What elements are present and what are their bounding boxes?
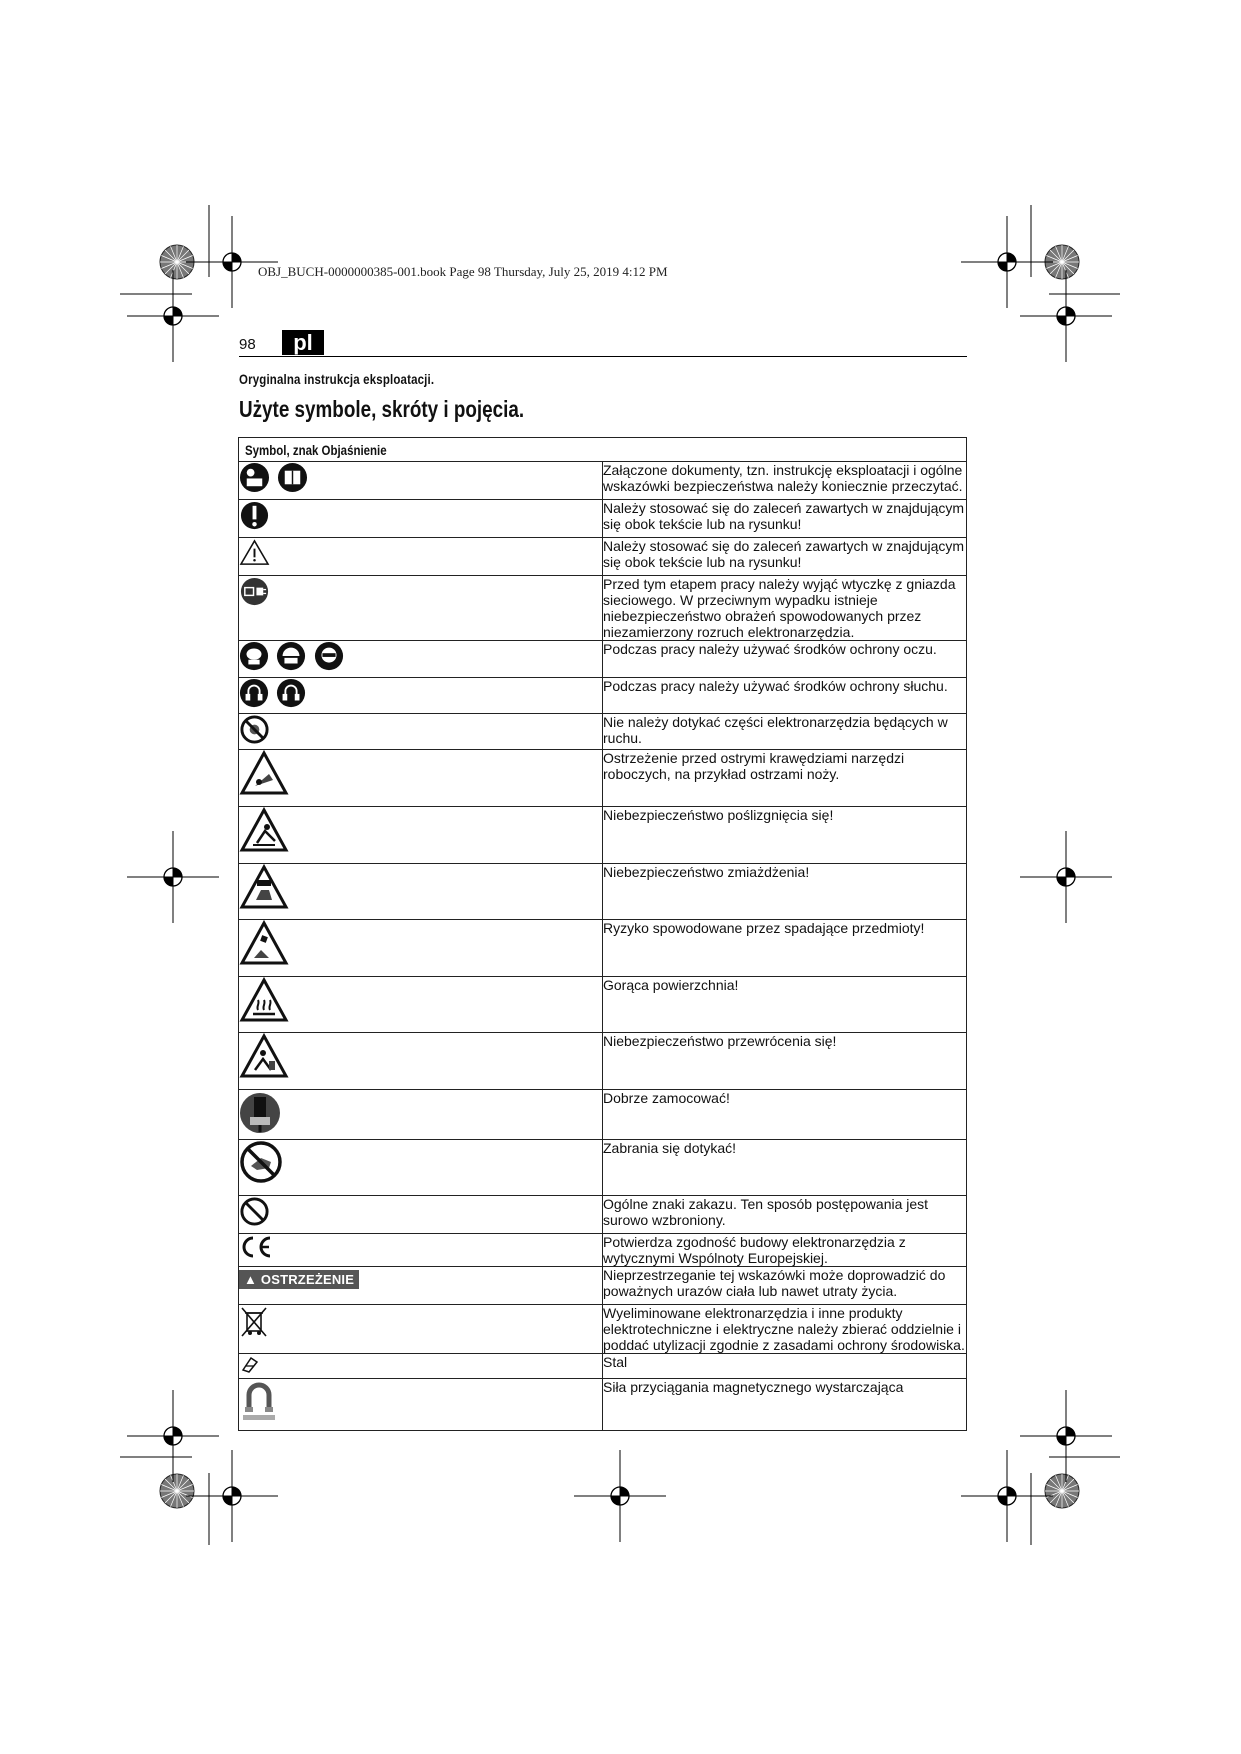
language-badge: pl	[282, 330, 324, 355]
document-subtitle: Oryginalna instrukcja eksploatacji.	[239, 371, 435, 387]
prohibition-icon	[239, 1196, 270, 1227]
hot-surface-warning-icon	[239, 977, 289, 1023]
table-row	[239, 1140, 967, 1196]
row-description: Dobrze zamocować!	[603, 1090, 967, 1140]
row-description: Załączone dokumenty, tzn. instrukcję eksploatacji i ogólne wskazówki bezpieczeństwa należy koniecznie przeczytać.	[603, 462, 967, 500]
file-header-line: OBJ_BUCH-0000000385-001.book Page 98 Thursday, July 25, 2019 4:12 PM	[258, 264, 668, 279]
goggles-icon	[314, 641, 344, 671]
table-row	[239, 678, 967, 714]
do-not-touch-icon	[239, 1140, 283, 1184]
page-title: Użyte symbole, skróty i pojęcia.	[239, 396, 525, 422]
table-header: Symbol, znak Objaśnienie	[245, 442, 387, 458]
row-description: Podczas pracy należy używać środków ochrony oczu.	[603, 641, 967, 678]
magnetic-force-icon	[239, 1379, 279, 1423]
table-row	[239, 1090, 967, 1140]
table-row	[239, 576, 967, 641]
row-description: Potwierdza zgodność budowy elektronarzędzia z wytycznymi Wspólnoty Europejskiej.	[603, 1234, 967, 1267]
warning-badge	[239, 1270, 359, 1289]
row-description: Gorąca powierzchnia!	[603, 977, 967, 1033]
row-description: Niebezpieczeństwo przewrócenia się!	[603, 1033, 967, 1090]
row-description: Ogólne znaki zakazu. Ten sposób postępowania jest surowo wzbroniony.	[603, 1196, 967, 1234]
sharp-edges-warning-icon	[239, 750, 289, 796]
slip-warning-icon	[239, 807, 289, 853]
table-row	[239, 1354, 967, 1379]
table-row	[239, 538, 967, 576]
falling-objects-warning-icon	[239, 920, 289, 966]
row-description: Ryzyko spowodowane przez spadające przedmioty!	[603, 920, 967, 977]
row-description: Nie należy dotykać części elektronarzędzia będących w ruchu.	[603, 714, 967, 750]
table-row	[239, 1196, 967, 1234]
no-touch-moving-parts-icon	[239, 714, 270, 745]
row-description: Siła przyciągania magnetycznego wystarczająca	[603, 1379, 967, 1431]
row-description: Należy stosować się do zaleceń zawartych w znajdującym się obok tekście lub na rysunku!	[603, 500, 967, 538]
table-header-row	[239, 438, 967, 462]
ear-protection-icon	[276, 678, 306, 708]
warning-triangle-icon	[239, 538, 270, 567]
row-description: Przed tym etapem pracy należy wyjąć wtyczkę z gniazda sieciowego. W przeciwnym wypadku istnieje niebezpieczeństwo obrażeń spowodowanych przez niezamierzony rozruch elektronarzędzia.	[603, 576, 967, 641]
read-manual-icon	[239, 462, 270, 493]
table-row	[239, 1267, 967, 1305]
row-description: Stal	[603, 1354, 967, 1379]
symbols-table	[238, 437, 967, 1431]
table-row	[239, 807, 967, 864]
row-description: Wyeliminowane elektronarzędzia i inne produkty elektrotechniczne i elektryczne należy zbierać oddzielnie i poddać utylizacji zgodnie z zasadami ochrony środowiska.	[603, 1305, 965, 1353]
table-row	[239, 641, 967, 678]
secure-clamp-icon	[239, 1090, 281, 1136]
table-row	[239, 1305, 967, 1354]
unplug-icon	[239, 576, 270, 607]
table-row	[239, 462, 967, 500]
row-description: Zabrania się dotykać!	[603, 1140, 967, 1196]
warning-badge-icon: ▲	[244, 1272, 258, 1287]
row-description: Niebezpieczeństwo poślizgnięcia się!	[603, 807, 967, 864]
warning-badge-label: OSTRZEŻENIE	[260, 1272, 355, 1287]
table-row	[239, 500, 967, 538]
header-rule	[239, 356, 967, 357]
table-row	[239, 714, 967, 750]
table-row	[239, 1379, 967, 1431]
mandatory-exclamation-icon	[239, 500, 270, 531]
table-row	[239, 1033, 967, 1090]
ce-mark-icon	[239, 1234, 273, 1260]
face-shield-icon	[239, 641, 269, 671]
row-description: Należy stosować się do zaleceń zawartych w znajdującym się obok tekście lub na rysunku!	[603, 538, 967, 576]
table-row	[239, 750, 967, 807]
table-row	[239, 920, 967, 977]
row-description: Niebezpieczeństwo zmiażdżenia!	[603, 864, 967, 920]
tipping-warning-icon	[239, 1033, 289, 1079]
table-row	[239, 977, 967, 1033]
row-description: Ostrzeżenie przed ostrymi krawędziami narzędzi roboczych, na przykład ostrzami noży.	[603, 750, 967, 807]
weee-bin-icon	[239, 1305, 269, 1339]
row-description: Nieprzestrzeganie tej wskazówki może doprowadzić do poważnych urazów ciała lub nawet utraty życia.	[603, 1267, 967, 1305]
helmet-visor-icon	[276, 641, 306, 671]
page-number: 98	[239, 336, 256, 353]
book-icon	[277, 462, 308, 493]
steel-icon	[239, 1354, 261, 1374]
ear-protection-icon	[239, 678, 269, 708]
row-description: Podczas pracy należy używać środków ochrony słuchu.	[603, 678, 967, 714]
table-row	[239, 864, 967, 920]
table-row	[239, 1234, 967, 1267]
crush-warning-icon	[239, 864, 289, 910]
